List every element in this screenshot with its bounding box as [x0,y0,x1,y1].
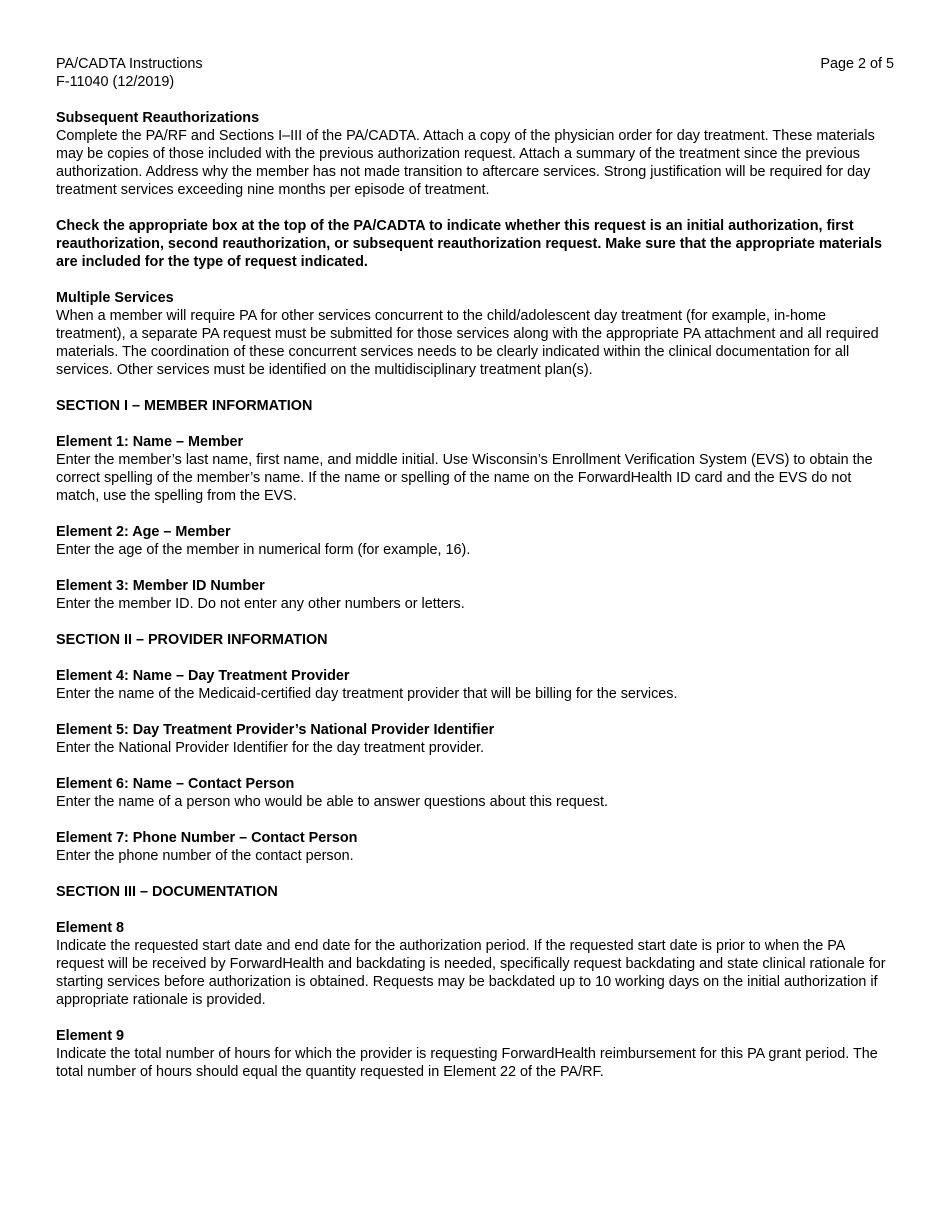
page-header [56,55,896,91]
element-3-body: Enter the member ID. Do not enter any other numbers or letters. [56,596,465,612]
element-7-heading: Element 7: Phone Number – Contact Person [56,830,358,846]
element-2 [56,523,896,559]
element-2-heading: Element 2: Age – Member [56,524,231,540]
check-box-note [56,217,896,271]
element-8-body: Indicate the requested start date and end date for the authorization period. If the requested start date is prior to when the PA request will be received by ForwardHealth and backdating is needed, specifically request backdating and state clinical rationale for starting services before authorization is obtained. Requests may be backdated up to 10 working days on the initial authorization if appropriate rationale is provided. [56,938,886,1008]
check-note-text: Check the appropriate box at the top of the PA/CADTA to indicate whether this request is an initial authorization, first reauthorization, second reauthorization, or subsequent reauthorization request. Make sure that the appropriate materials are included for the type of request indicated. [56,218,883,270]
element-6-body: Enter the name of a person who would be able to answer questions about this request. [56,794,608,810]
element-4-heading: Element 4: Name – Day Treatment Provider [56,668,350,684]
section-1-heading: SECTION I – MEMBER INFORMATION [56,398,313,414]
element-9-body: Indicate the total number of hours for which the provider is requesting ForwardHealth reimbursement for this PA grant period. The total number of hours should equal the quantity requested in Element 22 of the PA/RF. [56,1046,878,1080]
multiple-body: When a member will require PA for other services concurrent to the child/adolescent day treatment (for example, in-home treatment), a separate PA request must be submitted for those services along with the appropriate PA attachment and all required materials. The coordination of these concurrent services needs to be clearly indicated within the clinical documentation for all services. Other services must be identified on the multidisciplinary treatment plan(s). [56,308,879,378]
section-3-heading: SECTION III – DOCUMENTATION [56,884,278,900]
element-7-body: Enter the phone number of the contact person. [56,848,354,864]
element-8-heading: Element 8 [56,920,124,936]
element-6 [56,775,896,811]
subsequent-heading: Subsequent Reauthorizations [56,110,260,126]
section-1 [56,397,896,415]
element-3 [56,577,896,613]
section-2-heading: SECTION II – PROVIDER INFORMATION [56,632,328,648]
element-9 [56,1027,896,1081]
page-number: Page 2 of 5 [820,56,894,72]
subsequent-body: Complete the PA/RF and Sections I–III of the PA/CADTA. Attach a copy of the physician order for day treatment. These materials may be copies of those included with the previous authorization request. Attach a summary of the treatment since the previous authorization. Address why the member has not made transition to aftercare services. Strong justification will be required for day treatment services exceeding nine months per episode of treatment. [56,128,875,198]
multiple-heading: Multiple Services [56,290,174,306]
element-5-body: Enter the National Provider Identifier for the day treatment provider. [56,740,484,756]
element-4 [56,667,896,703]
section-2 [56,631,896,649]
section-3 [56,883,896,901]
multiple-services [56,289,896,379]
element-3-heading: Element 3: Member ID Number [56,578,265,594]
subsequent-reauthorizations [56,109,896,199]
element-2-body: Enter the age of the member in numerical form (for example, 16). [56,542,471,558]
element-5 [56,721,896,757]
element-1 [56,433,896,505]
element-6-heading: Element 6: Name – Contact Person [56,776,295,792]
element-7 [56,829,896,865]
element-1-body: Enter the member’s last name, first name, and middle initial. Use Wisconsin’s Enrollment Verification System (EVS) to obtain the correct spelling of the member’s name. If the name or spelling of the name on the ForwardHealth ID card and the EVS do not match, use the spelling from the EVS. [56,452,873,504]
element-5-heading: Element 5: Day Treatment Provider’s National Provider Identifier [56,722,495,738]
element-4-body: Enter the name of the Medicaid-certified day treatment provider that will be billing for the services. [56,686,678,702]
form-number: F-11040 (12/2019) [56,74,175,90]
element-9-heading: Element 9 [56,1028,124,1044]
element-1-heading: Element 1: Name – Member [56,434,244,450]
form-identification [56,55,896,91]
document-page [56,55,896,1081]
element-8 [56,919,896,1009]
form-title: PA/CADTA Instructions [56,56,203,72]
